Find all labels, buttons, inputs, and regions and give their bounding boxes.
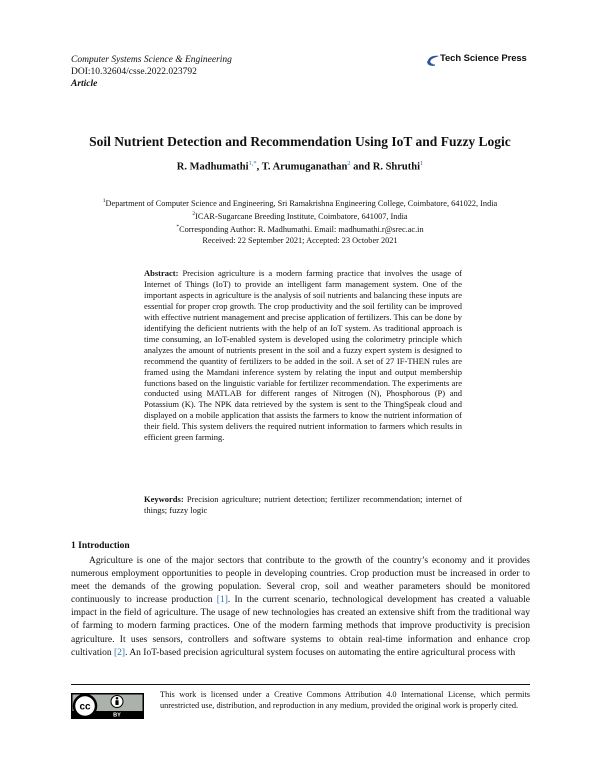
cc-by-label: BY <box>113 712 121 719</box>
affiliation-2-mark: 2 <box>192 211 196 218</box>
affiliation-2-text: ICAR-Sugarcane Breeding Institute, Coimbatore, 641007, India <box>195 211 408 221</box>
author-sep: , <box>256 161 262 173</box>
keywords-text: Precision agriculture; nutrient detection; fertilizer recommendation; internet of things; fuzzy logic <box>144 494 463 515</box>
abstract <box>144 268 462 443</box>
corresponding-text: Corresponding Author: R. Madhumathi. Email: madhumathi.r@srec.ac.in <box>179 225 424 235</box>
license-text: This work is licensed under a Creative Commons Attribution 4.0 International License, which permits unrestricted use, distribution, and reproduction in any medium, provided the original work is properly cited. <box>160 690 530 710</box>
paper-title: Soil Nutrient Detection and Recommendation Using IoT and Fuzzy Logic <box>89 134 511 149</box>
citation-2[interactable]: [2] <box>114 647 126 658</box>
intro-text-3: . An IoT-based precision agricultural system focuses on automating the entire agricultural process with <box>125 647 516 658</box>
intro-text-1: Agriculture is one of the major sectors that contribute to the growth of the country’s economy and it provides numerous employment opportunities to people in developing countries. Crop production must be increased in order to meet the demands of the growing population. Several crop, soil and weather parameters should be monitored continuously to increase production <box>71 556 530 606</box>
abstract-label: Abstract: <box>144 268 179 278</box>
intro-text-2: . In the current scenario, technological development has created a valuable impact in the field of agriculture. The usage of new technologies has created an extensive shift from the traditional way of farming to modern farming practices. One of the modern farming methods that improve productivity is precision agriculture. It uses sensors, controllers and software systems to obtain real-time information and enhance crop cultivation <box>71 595 531 658</box>
author-3-affil[interactable]: 1 <box>420 160 424 167</box>
footer-divider <box>71 684 530 685</box>
keywords-label: Keywords: <box>144 494 184 504</box>
cc-by-icon <box>71 693 144 719</box>
corresponding-author <box>0 222 600 235</box>
section-heading-introduction: 1 Introduction <box>71 541 130 551</box>
affiliations <box>0 196 600 246</box>
cc-by-badge[interactable] <box>71 693 144 719</box>
author-3: R. Shruthi <box>372 161 420 173</box>
publisher-logo <box>426 50 530 70</box>
corresponding-mark: * <box>176 224 180 231</box>
author-list <box>0 160 600 173</box>
article-type: Article <box>71 79 98 89</box>
citation-1[interactable]: [1] <box>216 595 228 606</box>
author-sep: and <box>350 161 373 173</box>
author-1: R. Madhumathi <box>176 161 249 173</box>
affiliation-2 <box>0 209 600 222</box>
affiliation-1-mark: 1 <box>102 198 106 204</box>
abstract-text: Precision agriculture is a modern farming practice that involves the usage of Internet of Things (IoT) to provide an intelligent farm management system. One of the important aspects in agriculture is the analysis of soil nutrients and balancing these inputs are essential for proper crop growth. The crop productivity and the soil fertility can be improved with effective nutrient management and precise application of fertilizers. This can be done by identifying the deficient nutrients with the help of an IoT system. As traditional approach is time consuming, an IoT-enabled system is developed using the colorimetry principle which analyzes the amount of nutrients present in the soil and a fuzzy expert system is designed to recommend the quantity of fertilizers to be added in the soil. A set of 27 IF-THEN rules are framed using the Mamdani inference system by relating the input and output membership functions based on the linguistic variable for fertilizer recommendation. The experiments are conducted using MATLAB for different ranges of Nitrogen (N), Phosphorous (P) and Potassium (K). The NPK data retrieved by the system is sent to the ThingSpeak cloud and displayed on a mobile application that assists the farmers to know the nutrient information of their field. This system delivers the required nutrient information to farmers which results in efficient green farming. <box>144 268 463 443</box>
publisher-name: Tech Science Press <box>440 53 527 64</box>
author-1-affil[interactable]: 1,* <box>248 160 257 167</box>
author-2: T. Arumuganathan <box>261 161 348 173</box>
publisher-swoosh-icon <box>426 53 440 67</box>
affiliation-1-text: Department of Computer Science and Engineering, Sri Ramakrishna Engineering College, Coimbatore, 641022, India <box>105 198 498 208</box>
journal-name: Computer Systems Science & Engineering <box>71 55 232 65</box>
introduction-body <box>71 555 530 660</box>
doi: DOI:10.32604/csse.2022.023792 <box>71 67 197 77</box>
keywords <box>144 494 462 516</box>
cc-symbol: cc <box>79 701 91 713</box>
affiliation-1 <box>0 196 600 209</box>
author-2-affil[interactable]: 2 <box>347 160 351 167</box>
dates: Received: 22 September 2021; Accepted: 23 October 2021 <box>202 235 398 245</box>
